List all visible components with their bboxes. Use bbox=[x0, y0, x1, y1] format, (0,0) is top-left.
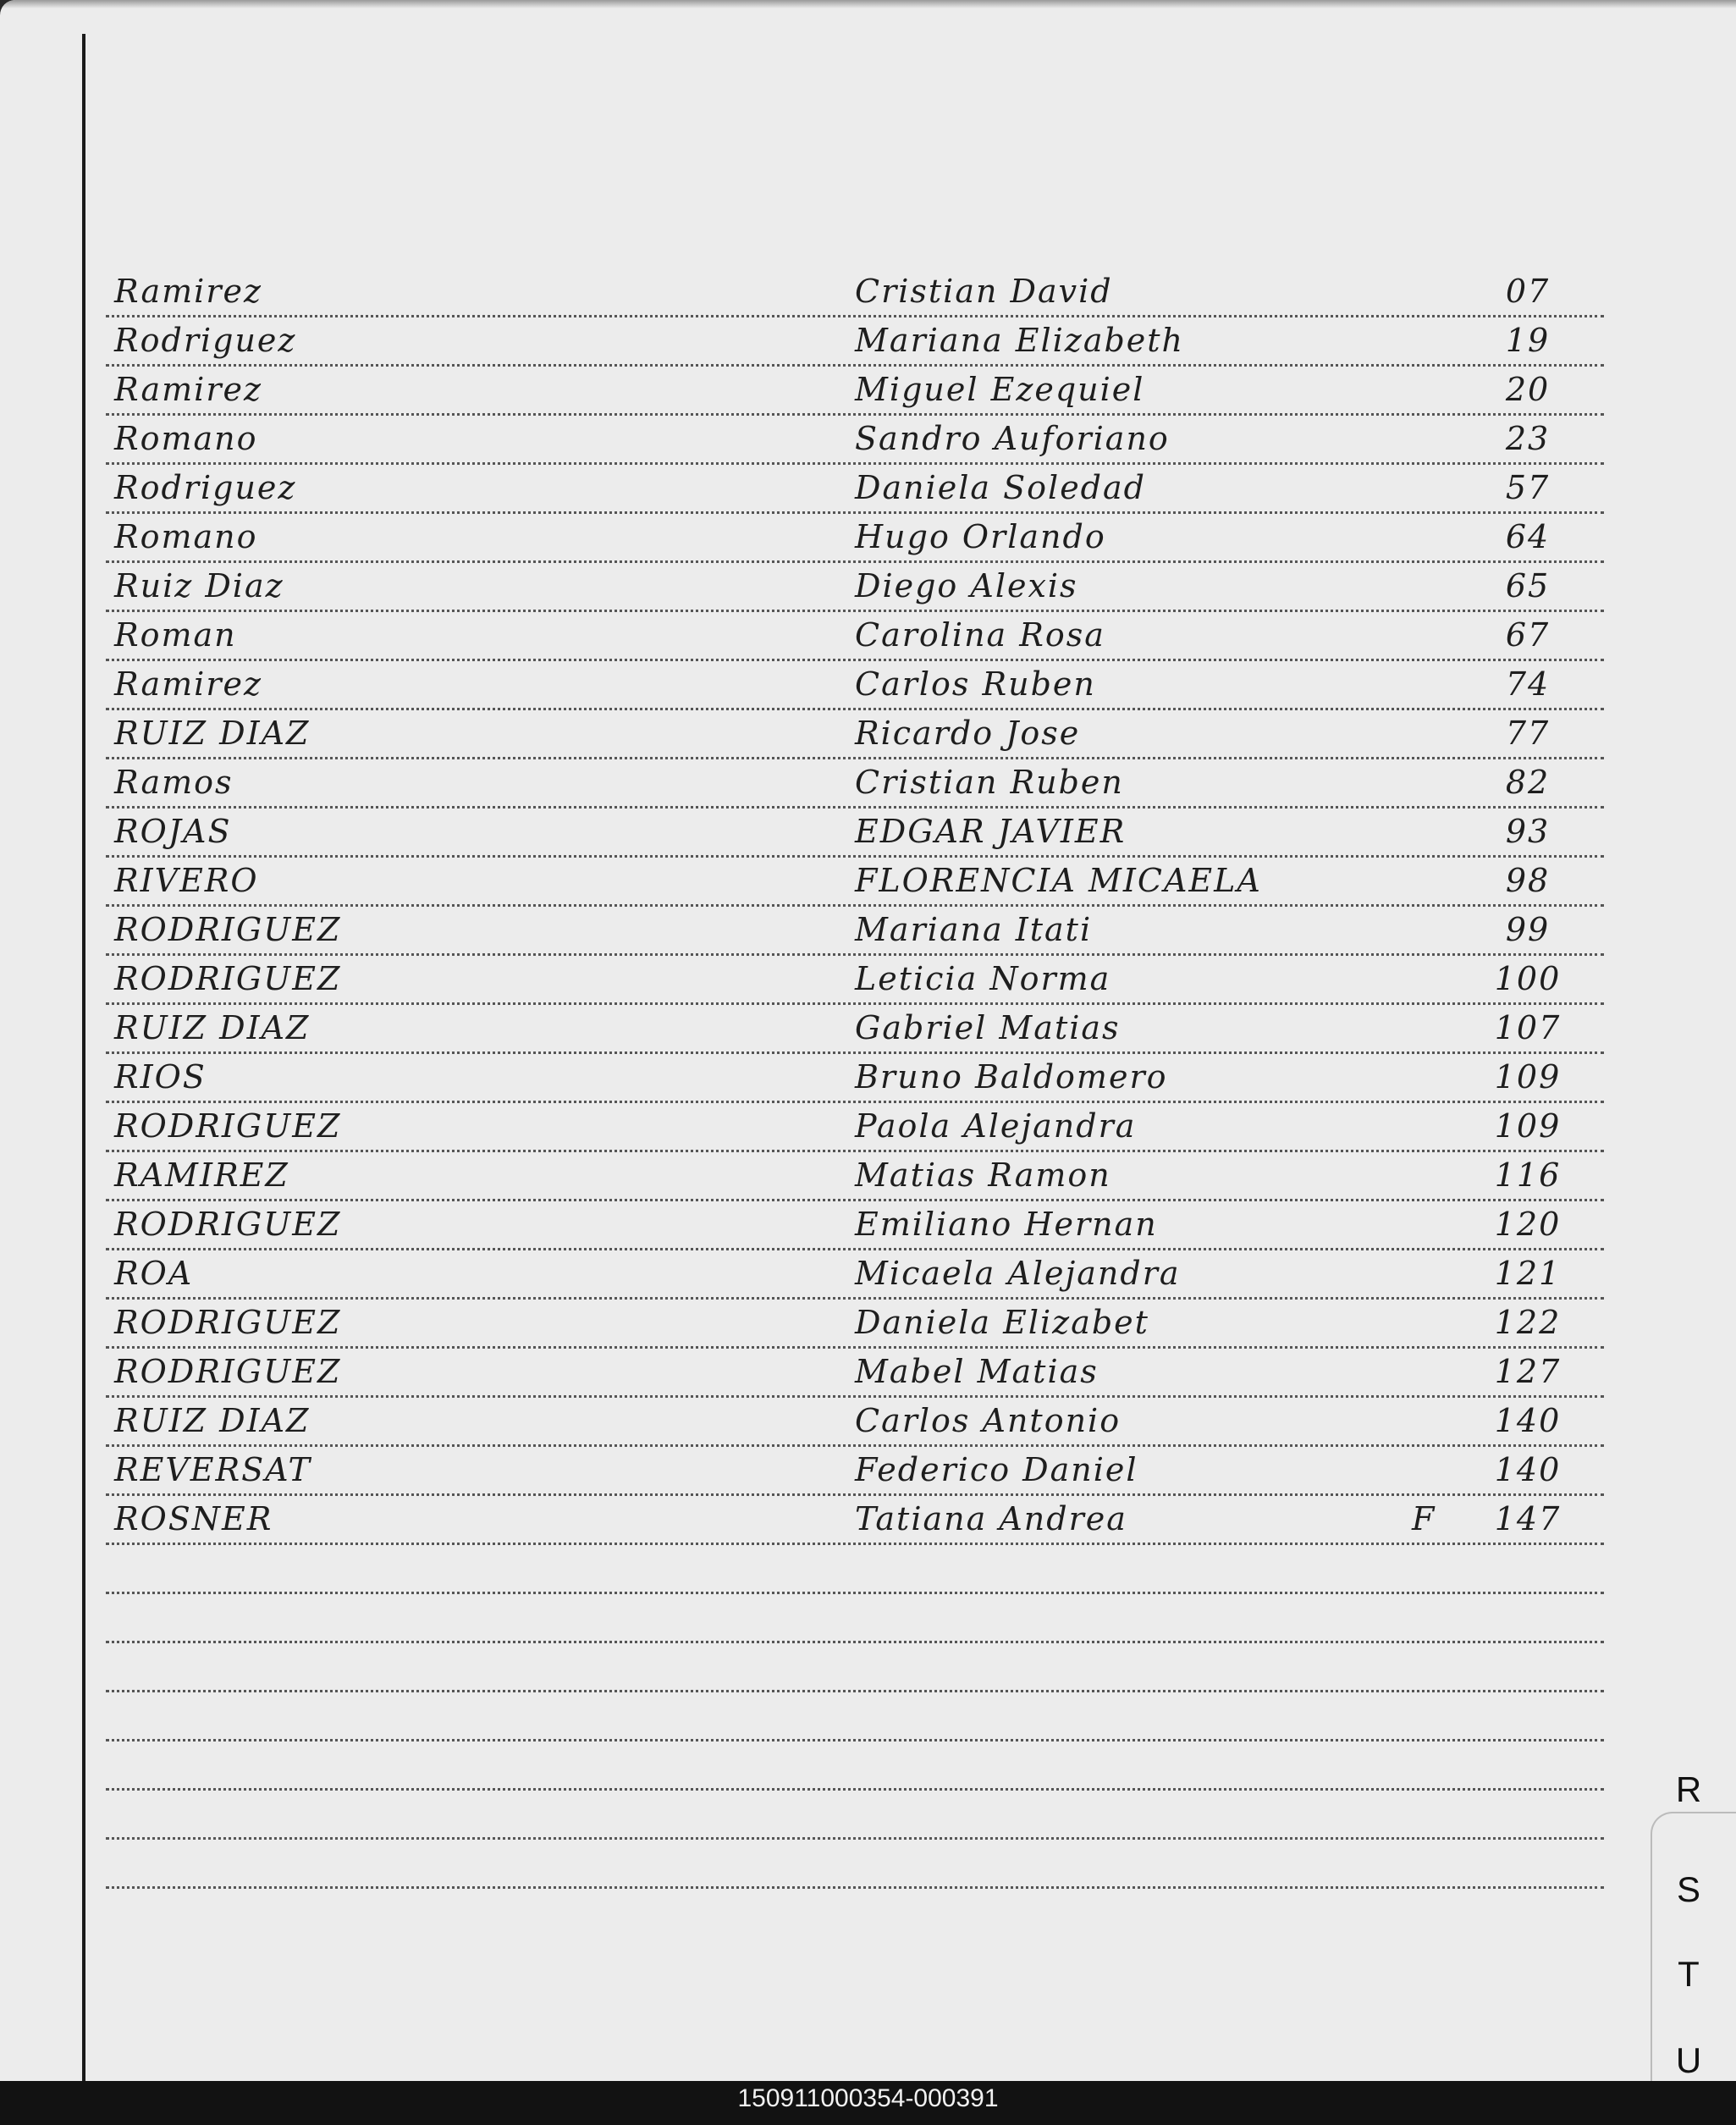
surname: Ramirez bbox=[114, 371, 262, 408]
surname: RODRIGUEZ bbox=[114, 1353, 342, 1390]
given-name: Mabel Matias bbox=[855, 1353, 1099, 1390]
entry-number: 99 bbox=[1505, 911, 1551, 948]
entry-number: 147 bbox=[1494, 1500, 1562, 1537]
list-item bbox=[0, 511, 1736, 560]
surname: Ramirez bbox=[114, 665, 262, 703]
given-name: Leticia Norma bbox=[855, 960, 1111, 997]
surname: RODRIGUEZ bbox=[114, 1304, 342, 1341]
entry-number: 82 bbox=[1505, 764, 1551, 801]
entry-number: 122 bbox=[1494, 1304, 1562, 1341]
surname: ROSNER bbox=[114, 1500, 273, 1537]
entry-number: 100 bbox=[1494, 960, 1562, 997]
list-item bbox=[0, 1199, 1736, 1248]
ruled-line bbox=[106, 1641, 1604, 1643]
list-item bbox=[0, 462, 1736, 511]
entry-number: 127 bbox=[1494, 1353, 1562, 1390]
given-name: Matias Ramon bbox=[855, 1156, 1111, 1194]
list-item bbox=[0, 315, 1736, 364]
entry-number: 109 bbox=[1494, 1058, 1562, 1096]
entry-number: 67 bbox=[1505, 616, 1551, 654]
index-letter: T bbox=[1678, 1954, 1700, 1994]
surname: RIVERO bbox=[114, 862, 259, 899]
entry-number: 93 bbox=[1505, 813, 1551, 850]
list-item bbox=[0, 1493, 1736, 1543]
entry-number: 140 bbox=[1494, 1451, 1562, 1488]
ruled-line bbox=[106, 1837, 1604, 1840]
given-name: Cristian Ruben bbox=[855, 764, 1124, 801]
entry-number: 121 bbox=[1494, 1255, 1562, 1292]
list-item bbox=[0, 413, 1736, 462]
ruled-line bbox=[106, 1739, 1604, 1741]
surname: RUIZ DIAZ bbox=[114, 1009, 311, 1046]
entry-prefix: F bbox=[1412, 1500, 1435, 1537]
entry-number: 74 bbox=[1505, 665, 1551, 703]
entry-number: 65 bbox=[1505, 567, 1551, 604]
surname: Ramos bbox=[114, 764, 234, 801]
list-item bbox=[0, 953, 1736, 1002]
list-item bbox=[0, 1002, 1736, 1051]
index-letter: U bbox=[1675, 2040, 1702, 2080]
surname: RODRIGUEZ bbox=[114, 1206, 342, 1243]
surname: Roman bbox=[114, 616, 237, 654]
given-name: Micaela Alejandra bbox=[855, 1255, 1181, 1292]
entry-number: 98 bbox=[1505, 862, 1551, 899]
surname: ROA bbox=[114, 1255, 194, 1292]
list-item bbox=[0, 1150, 1736, 1199]
entry-number: 120 bbox=[1494, 1206, 1562, 1243]
entry-number: 19 bbox=[1505, 322, 1551, 359]
given-name: Carlos Antonio bbox=[855, 1402, 1122, 1439]
entry-number: 109 bbox=[1494, 1107, 1562, 1145]
list-item bbox=[0, 364, 1736, 413]
given-name: Daniela Elizabet bbox=[855, 1304, 1149, 1341]
entry-number: 64 bbox=[1505, 518, 1551, 555]
given-name: Ricardo Jose bbox=[855, 715, 1081, 752]
list-item bbox=[0, 1248, 1736, 1297]
list-item bbox=[0, 1346, 1736, 1395]
given-name: Hugo Orlando bbox=[855, 518, 1106, 555]
alphabet-index-tab bbox=[1646, 1761, 1736, 2081]
surname: RAMIREZ bbox=[114, 1156, 289, 1194]
given-name: Carlos Ruben bbox=[855, 665, 1096, 703]
entry-number: 07 bbox=[1505, 273, 1551, 310]
given-name: EDGAR JAVIER bbox=[855, 813, 1127, 850]
page-top-edge bbox=[0, 0, 1736, 8]
list-item bbox=[0, 610, 1736, 659]
given-name: Tatiana Andrea bbox=[855, 1500, 1127, 1537]
list-item bbox=[0, 266, 1736, 315]
given-name: Federico Daniel bbox=[855, 1451, 1138, 1488]
list-item bbox=[0, 1444, 1736, 1493]
list-item bbox=[0, 1051, 1736, 1101]
given-name: Sandro Auforiano bbox=[855, 420, 1170, 457]
entry-number: 57 bbox=[1505, 469, 1551, 506]
given-name: Paola Alejandra bbox=[855, 1107, 1137, 1145]
surname: RUIZ DIAZ bbox=[114, 1402, 311, 1439]
ruled-line bbox=[106, 1788, 1604, 1791]
surname: REVERSAT bbox=[114, 1451, 311, 1488]
document-id: 150911000354-000391 bbox=[737, 2084, 999, 2112]
surname: Romano bbox=[114, 420, 258, 457]
surname: RODRIGUEZ bbox=[114, 1107, 342, 1145]
given-name: Daniela Soledad bbox=[855, 469, 1146, 506]
ruled-line bbox=[106, 1690, 1604, 1692]
list-item bbox=[0, 708, 1736, 757]
list-item bbox=[0, 1395, 1736, 1444]
list-item bbox=[0, 1101, 1736, 1150]
list-item bbox=[0, 855, 1736, 904]
list-item bbox=[0, 806, 1736, 855]
ruled-line bbox=[106, 1886, 1604, 1889]
entry-number: 20 bbox=[1505, 371, 1551, 408]
given-name: Miguel Ezequiel bbox=[855, 371, 1145, 408]
entry-number: 140 bbox=[1494, 1402, 1562, 1439]
list-item bbox=[0, 560, 1736, 610]
entry-number: 23 bbox=[1505, 420, 1551, 457]
index-letter: R bbox=[1675, 1769, 1702, 1809]
list-item bbox=[0, 1297, 1736, 1346]
ruled-line bbox=[106, 1592, 1604, 1594]
given-name: Bruno Baldomero bbox=[855, 1058, 1168, 1096]
given-name: Mariana Itati bbox=[855, 911, 1093, 948]
ruled-line bbox=[106, 1543, 1604, 1545]
surname: RODRIGUEZ bbox=[114, 911, 342, 948]
surname: RUIZ DIAZ bbox=[114, 715, 311, 752]
given-name: Cristian David bbox=[855, 273, 1113, 310]
list-item bbox=[0, 659, 1736, 708]
surname: RIOS bbox=[114, 1058, 207, 1096]
given-name: FLORENCIA MICAELA bbox=[855, 862, 1262, 899]
index-letter: S bbox=[1676, 1869, 1700, 1909]
given-name: Emiliano Hernan bbox=[855, 1206, 1158, 1243]
surname: RODRIGUEZ bbox=[114, 960, 342, 997]
given-name: Diego Alexis bbox=[855, 567, 1078, 604]
surname: Rodriguez bbox=[114, 469, 297, 506]
surname: Ramirez bbox=[114, 273, 262, 310]
list-item bbox=[0, 757, 1736, 806]
entry-number: 116 bbox=[1494, 1156, 1562, 1194]
surname: Romano bbox=[114, 518, 258, 555]
entry-number: 77 bbox=[1505, 715, 1551, 752]
surname: Ruiz Diaz bbox=[114, 567, 284, 604]
given-name: Carolina Rosa bbox=[855, 616, 1105, 654]
list-item bbox=[0, 904, 1736, 953]
given-name: Gabriel Matias bbox=[855, 1009, 1121, 1046]
given-name: Mariana Elizabeth bbox=[855, 322, 1185, 359]
entry-number: 107 bbox=[1494, 1009, 1562, 1046]
surname: ROJAS bbox=[114, 813, 232, 850]
surname: Rodriguez bbox=[114, 322, 297, 359]
